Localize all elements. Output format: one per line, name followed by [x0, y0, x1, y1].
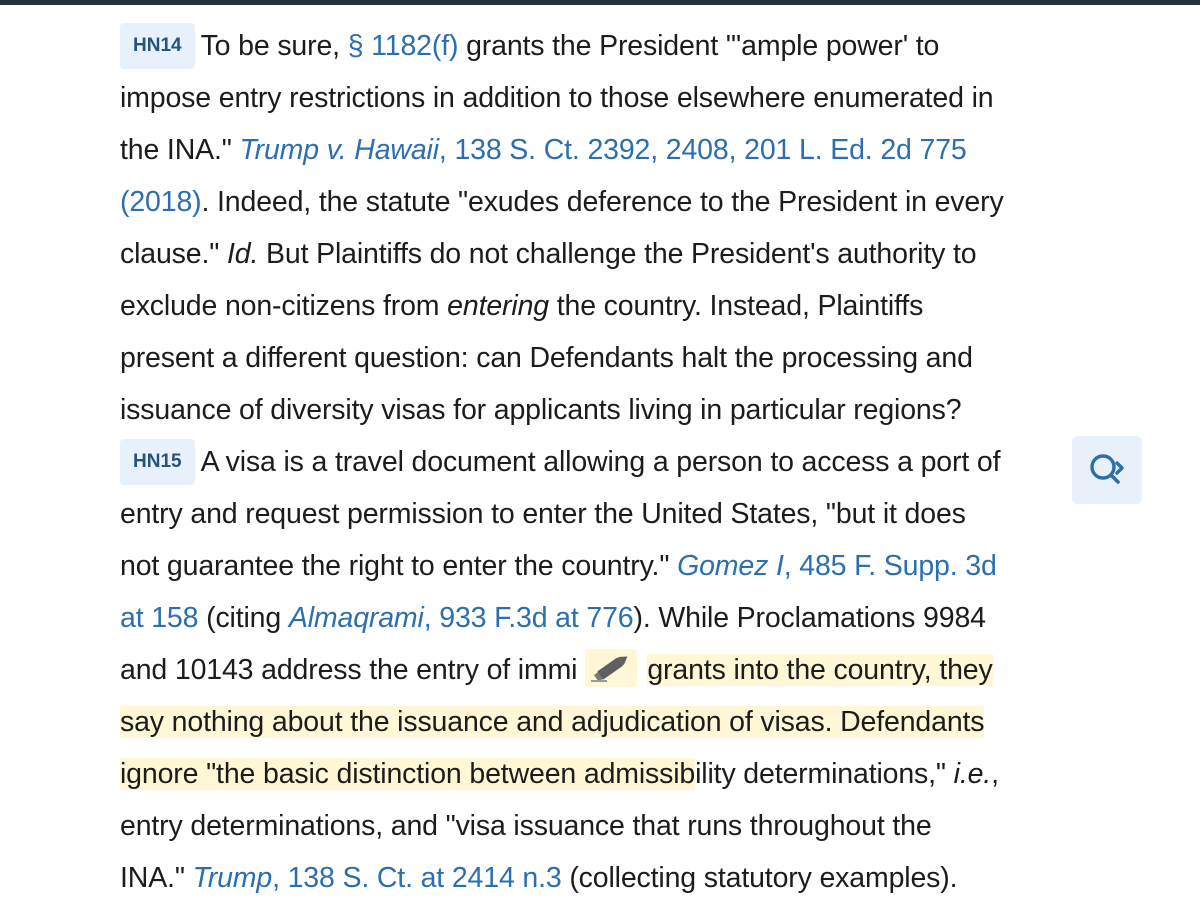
- highlighted-text[interactable]: grants into the country, they: [647, 654, 993, 686]
- text-line: ignore "the basic distinction between admissibility determinations," i.e.,: [120, 758, 999, 790]
- case-link-trump[interactable]: Trump, 138 S. Ct. at 2414 n.3: [192, 862, 562, 894]
- text-line: (2018). Indeed, the statute "exudes deference to the President in every: [120, 186, 1004, 218]
- headnote-search-button[interactable]: [1072, 436, 1142, 504]
- text-line: HN15 A visa is a travel document allowing a person to access a port of: [120, 436, 1070, 488]
- headnote-badge-hn15[interactable]: HN15: [120, 439, 195, 485]
- case-link-trump-v-hawaii[interactable]: Trump v. Hawaii, 138 S. Ct. 2392, 2408, 201 L. Ed. 2d 775: [239, 134, 967, 166]
- case-link-trump-v-hawaii-year[interactable]: (2018): [120, 186, 202, 218]
- case-link-gomez-i[interactable]: Gomez I, 485 F. Supp. 3d: [677, 550, 997, 582]
- case-link-almaqrami[interactable]: Almaqrami, 933 F.3d at 776: [288, 602, 634, 634]
- opinion-text: [120, 20, 1070, 904]
- search-arrow-icon: [1088, 452, 1128, 488]
- case-link-gomez-i-pin[interactable]: at 158: [120, 602, 199, 634]
- text-line: impose entry restrictions in addition to those elsewhere enumerated in: [120, 82, 994, 114]
- highlighter-pen-icon[interactable]: [585, 649, 637, 687]
- text-line: clause." Id. But Plaintiffs do not challenge the President's authority to: [120, 238, 977, 270]
- statute-link-1182f[interactable]: § 1182(f): [347, 30, 459, 62]
- text-line: the INA." Trump v. Hawaii, 138 S. Ct. 2392, 2408, 201 L. Ed. 2d 775: [120, 134, 967, 166]
- text-line: HN14 To be sure, § 1182(f) grants the President "'ample power' to: [120, 20, 1070, 72]
- top-bar: [0, 0, 1200, 5]
- text-line: issuance of diversity visas for applicants living in particular regions?: [120, 394, 962, 426]
- text-line: and 10143 address the entry of immi grants into the country, they: [120, 644, 1070, 696]
- text-line: at 158 (citing Almaqrami, 933 F.3d at 776). While Proclamations 9984: [120, 602, 986, 634]
- highlighted-text[interactable]: say nothing about the issuance and adjudication of visas. Defendants: [120, 706, 985, 738]
- headnote-badge-hn14[interactable]: HN14: [120, 23, 195, 69]
- text-line: not guarantee the right to enter the country." Gomez I, 485 F. Supp. 3d: [120, 550, 997, 582]
- text-line: entry determinations, and "visa issuance that runs throughout the: [120, 810, 932, 842]
- text-line: entry and request permission to enter the United States, "but it does: [120, 498, 966, 530]
- text-line: present a different question: can Defendants halt the processing and: [120, 342, 973, 374]
- text-line: [120, 696, 1070, 748]
- highlighted-text[interactable]: ignore "the basic distinction between admissib: [120, 758, 696, 790]
- text-line: INA." Trump, 138 S. Ct. at 2414 n.3 (collecting statutory examples).: [120, 862, 958, 894]
- text-line: exclude non-citizens from entering the country. Instead, Plaintiffs: [120, 290, 924, 322]
